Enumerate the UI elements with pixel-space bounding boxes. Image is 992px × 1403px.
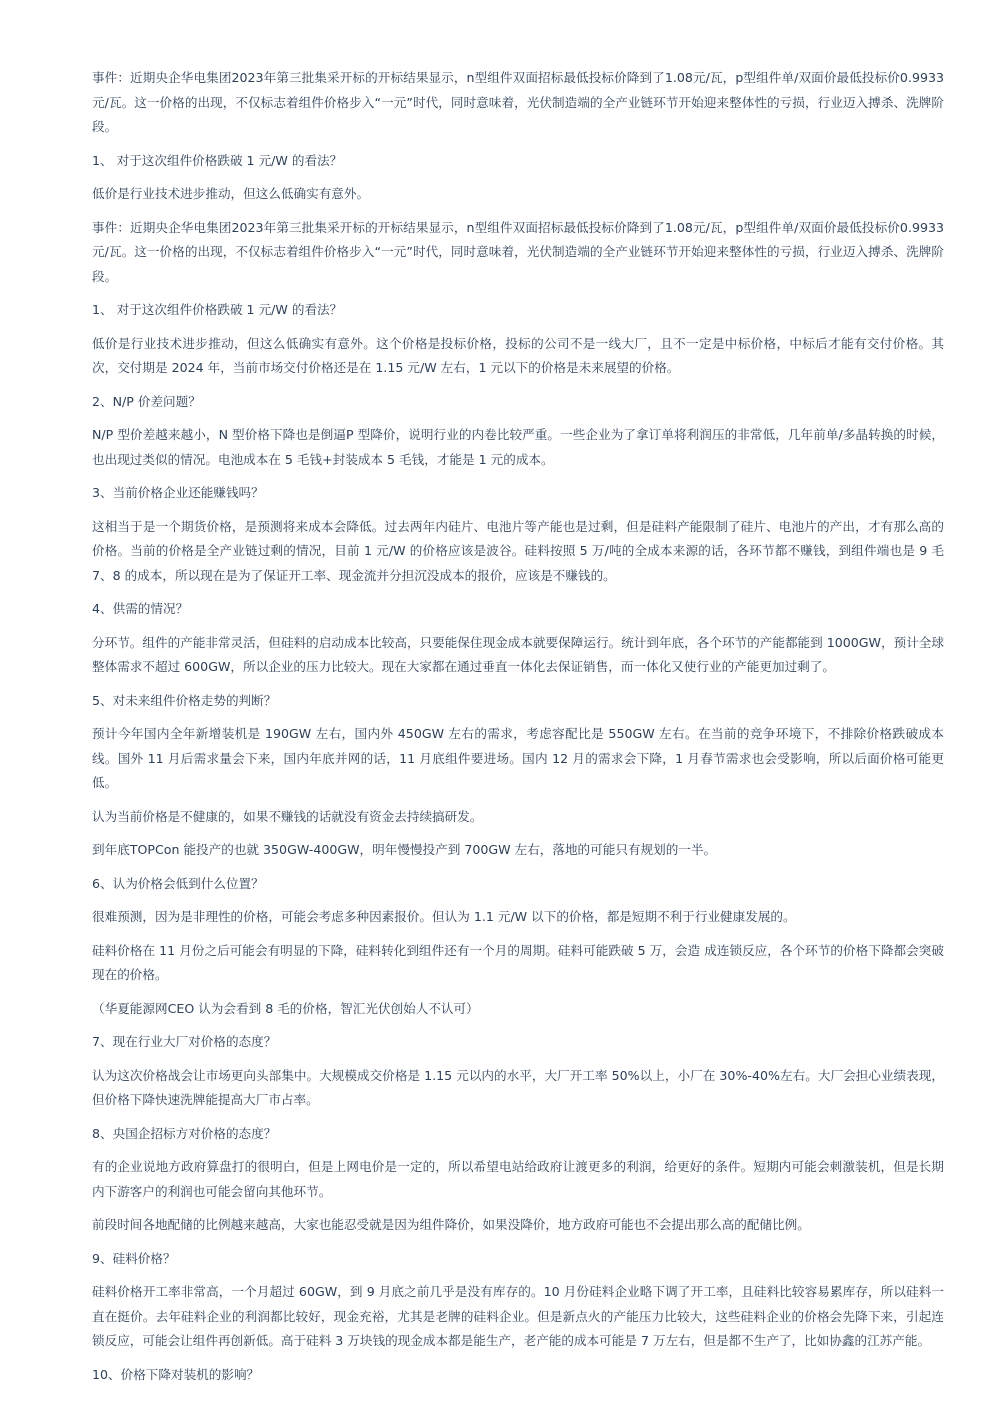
answer-paragraph: 前段时间各地配储的比例越来越高，大家也能忍受就是因为组件降价，如果没降价，地方政府可能也不会提出那么高的配储比例。 <box>92 1217 810 1232</box>
answer-paragraph: 分环节。组件的产能非常灵活，但硅料的启动成本比较高，只要能保住现金成本就要保障运行。统计到年底，各个环节的产能都能到 1000GW，预计全球整体需求不超过 600GW，所以企业的压力比较大。现在大家都在通过垂直一体化去保证销售，而一体化又使行业的产能更加过剩了。 <box>92 634 944 674</box>
question-heading: 4、供需的情况？ <box>92 601 189 616</box>
answer-paragraph: 认为这次价格战会让市场更向头部集中。大规模成交价格是 1.15 元以内的水平，大厂开工率 50%以上，小厂在 30%-40%左右。大厂会担心业绩表现，但价格下降快速洗牌能提高大厂市占率。 <box>92 1067 944 1107</box>
answer-paragraph: 硅料价格开工率非常高，一个月超过 60GW，到 9 月底之前几乎是没有库存的。10 月份硅料企业略下调了开工率，且硅料比较容易累库存，所以硅料一直在挺价。去年硅料企业的利润都比较好，现金充裕，尤其是老牌的硅料企业。但是新点火的产能压力比较大，这些硅料企业的价格会先降下来，引起连锁反应，可能会让组件再创新低。高于硅料 3 万块钱的现金成本都是能生产，老产能的成本可能是 7 万左右，但是都不生产了，比如协鑫的江苏产能。 <box>92 1284 944 1348</box>
answer-paragraph: 很难预测，因为是非理性的价格，可能会考虑多种因素报价。但认为 1.1 元/W 以下的价格，都是短期不利于行业健康发展的。 <box>92 909 796 924</box>
question-heading: 10、价格下降对装机的影响？ <box>92 1366 260 1382</box>
answer-paragraph: 硅料价格在 11 月份之后可能会有明显的下降，硅料转化到组件还有一个月的周期。硅料可能跌破 5 万，会造 成连锁反应，各个环节的价格下降都会突破现在的价格。 <box>92 942 944 982</box>
question-heading: 7、现在行业大厂对价格的态度？ <box>92 1034 277 1049</box>
answer-paragraph: 认为当前价格是不健康的，如果不赚钱的话就没有资金去持续搞研发。 <box>92 808 483 824</box>
answer-paragraph: 这相当于是一个期货价格，是预测将来成本会降低。过去两年内硅片、电池片等产能也是过剩，但是硅料产能限制了硅片、电池片的产出，才有那么高的价格。当前的价格是全产业链过剩的情况，目前 1 元/W 的价格应该是波谷。硅料按照 5 万/吨的全成本来源的话，各环节都不赚钱，到组件端也是 9 毛 7、8 的成本，所以现在是为了保证开工率、现金流并分担沉没成本的报价，应该是不赚钱的。 <box>92 518 944 583</box>
answer-paragraph: 预计今年国内全年新增装机是 190GW 左右，国内外 450GW 左右的需求，考虑容配比是 550GW 左右。在当前的竞争环境下，不排除价格跌破成本线。国外 11 月后需求量会下来，国内年底并网的话，11 月底组件要进场。国内 12 月的需求会下降，1 月春节需求也会受影响，所以后面价格可能更低。 <box>92 726 945 790</box>
answer-paragraph: 有的企业说地方政府算盘打的很明白，但是上网电价是一定的，所以希望电站给政府让渡更多的利润，给更好的条件。短期内可能会刺激装机，但是长期内下游客户的利润也可能会留向其他环节。 <box>92 1159 944 1199</box>
question-heading: 6、认为价格会低到什么位置？ <box>92 875 264 891</box>
note-paragraph: （华夏能源网CEO 认为会看到 8 毛的价格，智汇光伏创始人不认可） <box>92 1000 479 1016</box>
question-heading: 3、当前价格企业还能赚钱吗？ <box>92 485 264 500</box>
question-heading: 9、硅料价格？ <box>92 1250 176 1266</box>
answer-paragraph: 低价是行业技术进步推动，但这么低确实有意外。这个价格是投标价格，投标的公司不是一线大厂，且不一定是中标价格，中标后才能有交付价格。其次，交付期是 2024 年，当前市场交付价格还是在 1.15 元/W 左右，1 元以下的价格是未来展望的价格。 <box>92 335 944 375</box>
question-heading: 5、对未来组件价格走势的判断？ <box>92 692 277 708</box>
answer-paragraph: N/P 型价差越来越小，N 型价格下降也是倒逼P 型降价，说明行业的内卷比较严重。一些企业为了拿订单将利润压的非常低，几年前单/多晶转换的时候，也出现过类似的情况。电池成本在 5 毛钱+封装成本 5 毛钱，才能是 1 元的成本。 <box>92 427 944 467</box>
question-heading: 1、 对于这次组件价格跌破 1 元/W 的看法？ <box>92 302 343 317</box>
answer-paragraph: 低价是行业技术进步推动，但这么低确实有意外。 <box>92 186 370 201</box>
document-page <box>92 66 944 1396</box>
question-heading: 1、 对于这次组件价格跌破 1 元/W 的看法？ <box>92 152 343 168</box>
answer-paragraph: 到年底TOPCon 能投产的也就 350GW-400GW，明年慢慢投产到 700GW 左右，落地的可能只有规划的一半。 <box>92 842 717 857</box>
event-paragraph: 事件：近期央企华电集团2023年第三批集采开标的开标结果显示，n型组件双面招标最低投标价降到了1.08元/瓦，p型组件单/双面价最低投标价0.9933元/瓦。这一价格的出现，不仅标志着组件价格步入“一元”时代，同时意味着，光伏制造端的全产业链环节开始迎来整体性的亏损，行业迈入搏杀、洗牌阶段。 <box>92 219 944 284</box>
event-paragraph: 事件：近期央企华电集团2023年第三批集采开标的开标结果显示，n型组件双面招标最低投标价降到了1.08元/瓦，p型组件单/双面价最低投标价0.9933元/瓦。这一价格的出现，不仅标志着组件价格步入“一元”时代，同时意味着，光伏制造端的全产业链环节开始迎来整体性的亏损，行业迈入搏杀、洗牌阶段。 <box>92 70 944 134</box>
question-heading: 2、N/P 价差问题？ <box>92 393 201 409</box>
question-heading: 8、央国企招标方对价格的态度？ <box>92 1125 277 1141</box>
